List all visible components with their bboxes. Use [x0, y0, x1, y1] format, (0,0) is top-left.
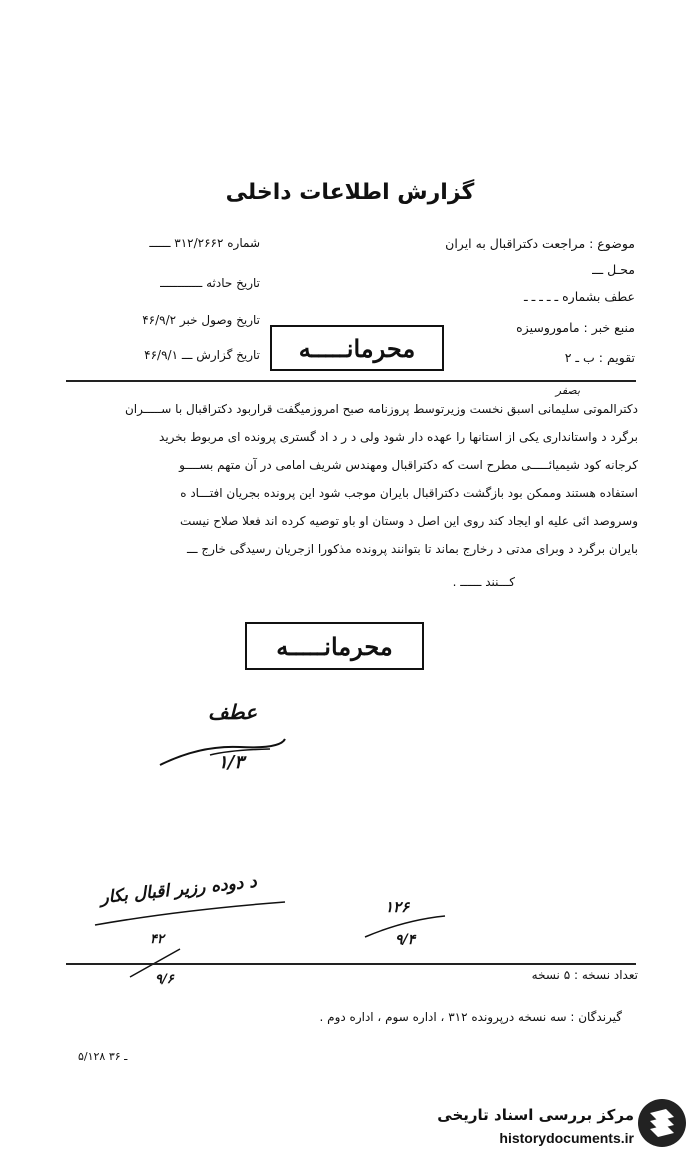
body-line-7: کـــنند ــــــ .: [452, 575, 515, 589]
body-line-5: وسروصد ائی علیه او ایجاد کند روی این اصل د وستان او باو توصیه کرده اند فعلا صلاح نیست: [179, 514, 638, 528]
number-field: شماره ۳۱۲/۲۶۶۲ ــــــ: [149, 236, 260, 250]
source-field: منبع خبر : ماموروسیزه: [516, 320, 635, 335]
subject-field: موضوع : مراجعت دکتراقبال به ایران: [445, 236, 635, 251]
watermark-url[interactable]: historydocuments.ir: [499, 1130, 634, 1146]
footer-divider: [66, 963, 636, 965]
handwritten-date-left-2: ۹/۶: [155, 972, 174, 987]
header-divider: [66, 380, 636, 382]
body-note: بصفر: [555, 384, 580, 397]
handwritten-date-mid: ۱۲۶: [385, 898, 410, 916]
body-line-3: کرجانه کود شیمیائـــــی مطرح است که دکتراقبال ومهندس شریف امامی در آن متهم بســــو: [179, 458, 638, 472]
body-line-2: برگرد د واستانداری یکی از استانها را عهده دار شود ولی د ر د اد گستری پرونده ای مربوط بخرید: [159, 430, 638, 444]
handwritten-signature: د دوده رزیر اقبال بکار: [99, 871, 258, 909]
report-date-field: تاریخ گزارش ـــ ۴۶/۹/۱: [144, 348, 260, 362]
report-title: گزارش اطلاعات داخلی: [225, 180, 475, 205]
copies-count: تعداد نسخه : ۵ نسخه: [531, 968, 638, 982]
place-field: محـل ـــ: [592, 262, 635, 277]
confidential-stamp-bottom: محرمانـــــه: [245, 622, 424, 670]
signature-underline: [90, 900, 290, 930]
body-line-1: دکترالموتی سلیمانی اسبق نخست وزیرتوسط پروزنامه صبح امروزمیگفت قراربود دکتراقبال با ســـــران: [124, 402, 638, 416]
handwritten-numbers: ۱/۳: [218, 752, 244, 773]
handwritten-date-mid-2: ۹/۴: [395, 932, 416, 948]
handwritten-annotation: عطف: [208, 700, 258, 724]
archive-logo-icon: [636, 1097, 688, 1149]
evaluation-field: تقویم : ب ـ ۲: [564, 350, 635, 365]
incident-date-field: تاریخ حادثه ــــــــــــ: [160, 276, 260, 290]
body-line-6: بایران برگرد د وبرای مدتی د رخارج بماند تا بتوانند پرونده مذکورا ازجریان رسیدگی خارج ـــ: [186, 542, 638, 556]
receipt-date-field: تاریخ وصول خبر ۴۶/۹/۲: [142, 313, 260, 327]
handwritten-date-left: ۴۲: [150, 932, 164, 947]
body-line-4: استفاده هستند وممکن بود بازگشت دکتراقبال بایران موجب شود این پرونده بجریان افتـــاد ه: [180, 486, 638, 500]
confidential-stamp-top: محرمانـــــه: [270, 325, 444, 371]
watermark-title: مرکز بررسی اسناد تاریخی: [437, 1106, 634, 1124]
document-code: ۵/۱۲۸ ـ ۳۶: [78, 1050, 128, 1063]
recipients-line: گیرندگان : سه نسخه درپرونده ۳۱۲ ، اداره سوم ، اداره دوم .: [319, 1010, 622, 1024]
attachment-field: عطف بشماره ـ ـ ـ ـ ـ: [523, 289, 635, 304]
